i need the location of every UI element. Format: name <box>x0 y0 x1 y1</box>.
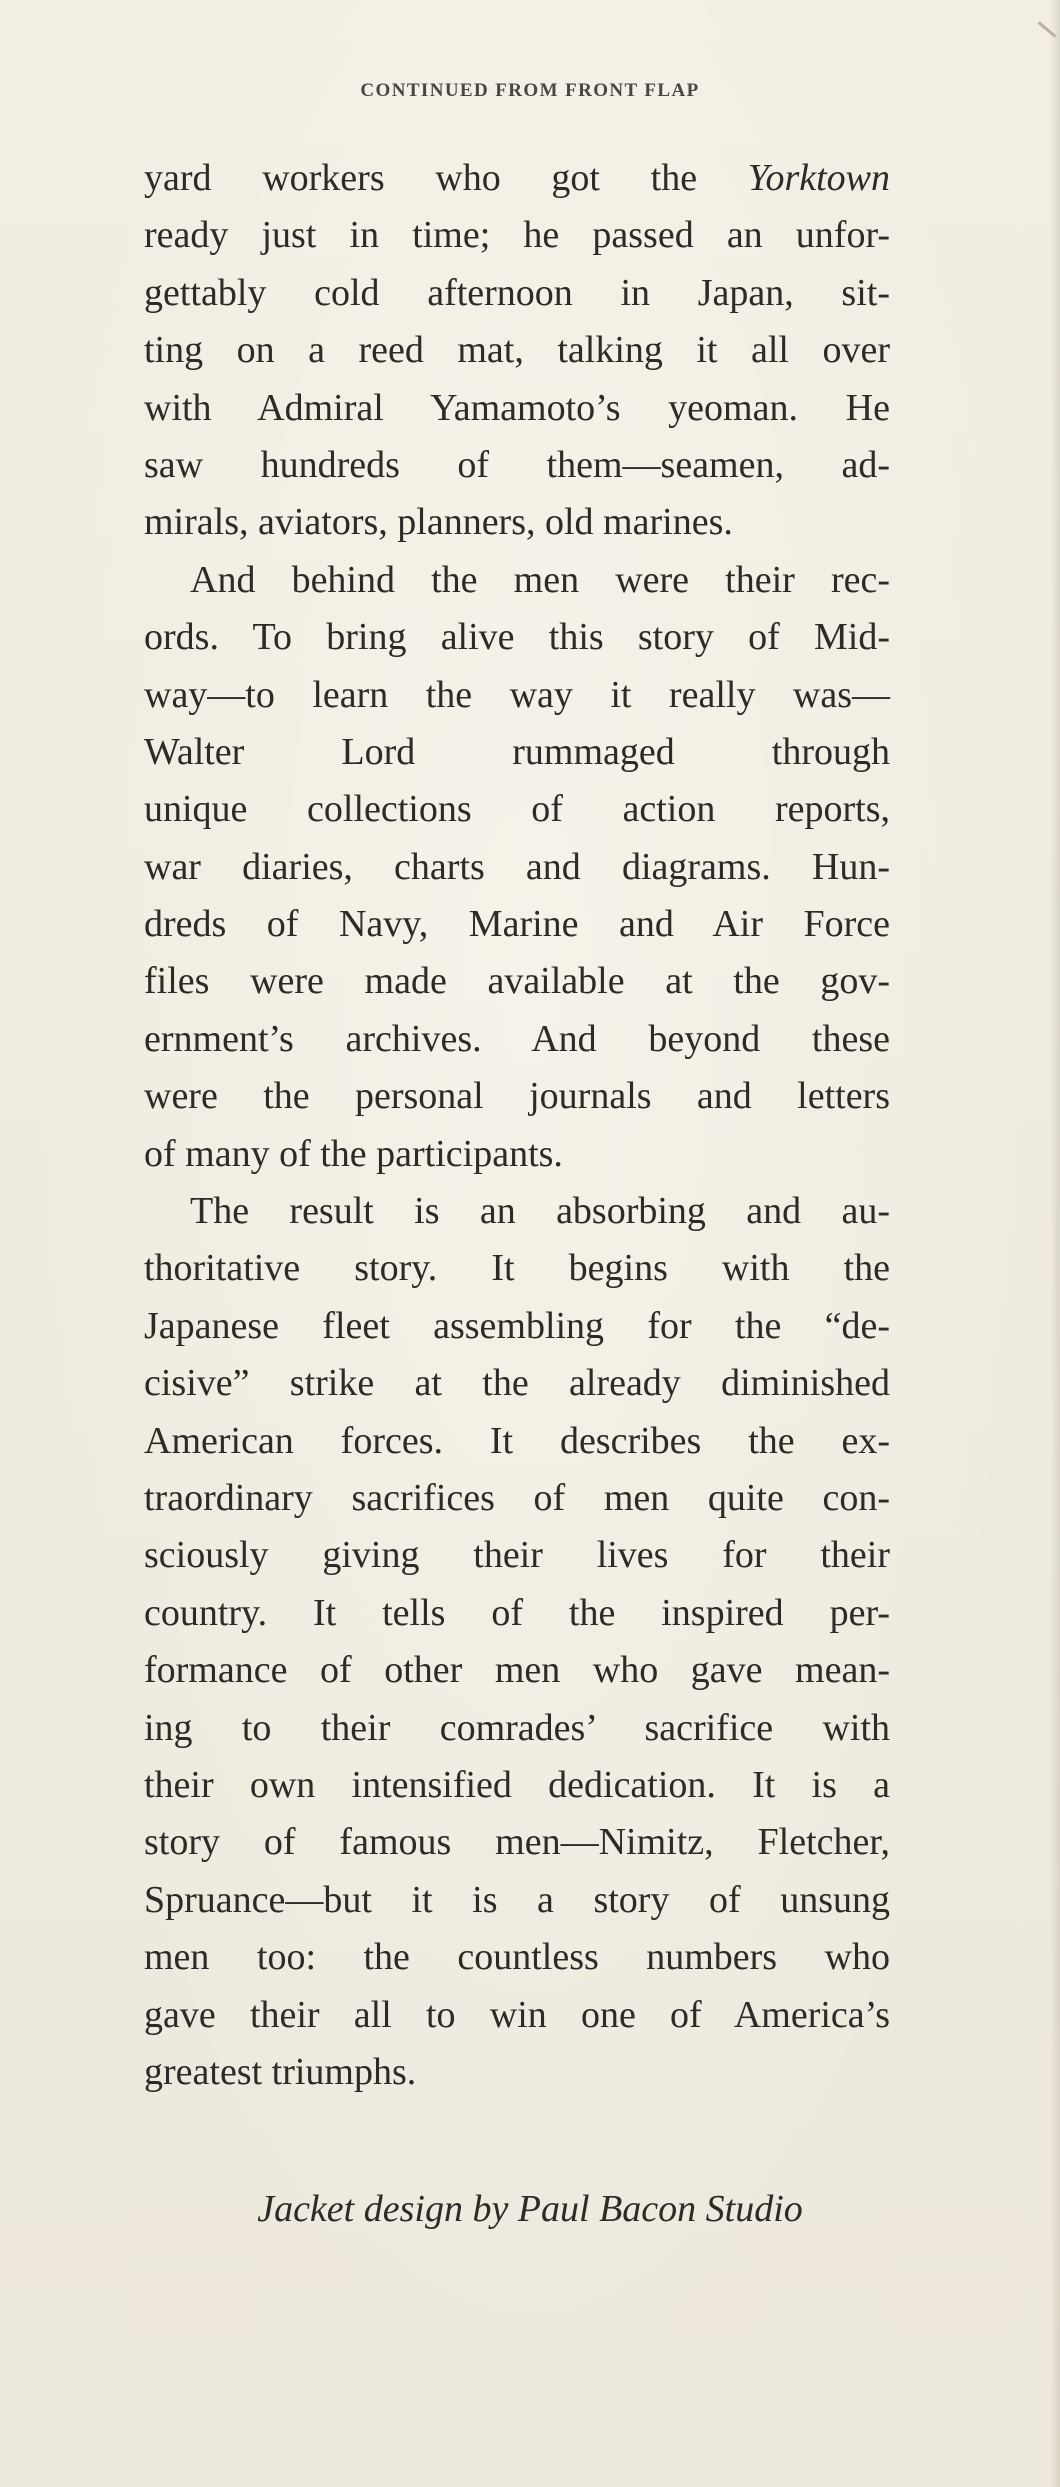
text-line: ting on a reed mat, talking it all over <box>144 329 890 372</box>
text-line: Spruance—but it is a story of unsung <box>144 1878 890 1921</box>
text-line: way—to learn the way it really was— <box>144 673 890 716</box>
text-line: gettably cold afternoon in Japan, sit- <box>144 271 890 314</box>
ship-name: Yorktown <box>747 157 890 199</box>
jacket-credit: Jacket design by Paul Bacon Studio <box>257 2188 803 2230</box>
text-line: of many of the participants. <box>144 1132 563 1175</box>
text-line: traordinary sacrifices of men quite con- <box>144 1476 890 1519</box>
text-line: cisive” strike at the already diminished <box>144 1362 890 1405</box>
text-line: country. It tells of the inspired per- <box>144 1591 890 1634</box>
continued-header: CONTINUED FROM FRONT FLAP <box>360 80 700 101</box>
text-line: ernment’s archives. And beyond these <box>144 1017 890 1060</box>
text-line: thoritative story. It begins with the <box>144 1247 890 1290</box>
text-line: ing to their comrades’ sacrifice with <box>144 1706 890 1749</box>
text-line: story of famous men—Nimitz, Fletcher, <box>144 1821 890 1864</box>
text-line: were the personal journals and letters <box>144 1075 890 1118</box>
text-line: gave their all to win one of America’s <box>144 1993 890 2036</box>
text-line: dreds of Navy, Marine and Air Force <box>144 903 890 946</box>
text-line: with Admiral Yamamoto’s yeoman. He <box>144 386 890 429</box>
text-line: files were made available at the gov- <box>144 960 890 1003</box>
text-line: greatest triumphs. <box>144 2050 417 2093</box>
text-line: war diaries, charts and diagrams. Hun- <box>144 845 890 888</box>
text-line: ready just in time; he passed an unfor- <box>144 214 890 257</box>
text-line: sciously giving their lives for their <box>144 1534 890 1577</box>
page-edge-shadow <box>1050 0 1060 2487</box>
text-line: unique collections of action reports, <box>144 788 890 831</box>
text-line: men too: the countless numbers who <box>144 1936 890 1979</box>
text-line: Walter Lord rummaged through <box>144 730 890 773</box>
text-line: And behind the men were their rec- <box>190 558 890 601</box>
text-line: mirals, aviators, planners, old marines. <box>144 501 733 544</box>
text-line: American forces. It describes the ex- <box>144 1419 890 1462</box>
text-line: yard workers who got the Yorktown <box>144 157 890 199</box>
text-line: Japanese fleet assembling for the “de- <box>144 1304 890 1347</box>
flap-text <box>144 150 890 2101</box>
text-line: ords. To bring alive this story of Mid- <box>144 616 890 659</box>
text-line: their own intensified dedication. It is a <box>144 1763 890 1806</box>
text-line: saw hundreds of them—seamen, ad- <box>144 443 890 486</box>
text-line: The result is an absorbing and au- <box>190 1190 890 1233</box>
text-line: formance of other men who gave mean- <box>144 1649 890 1692</box>
